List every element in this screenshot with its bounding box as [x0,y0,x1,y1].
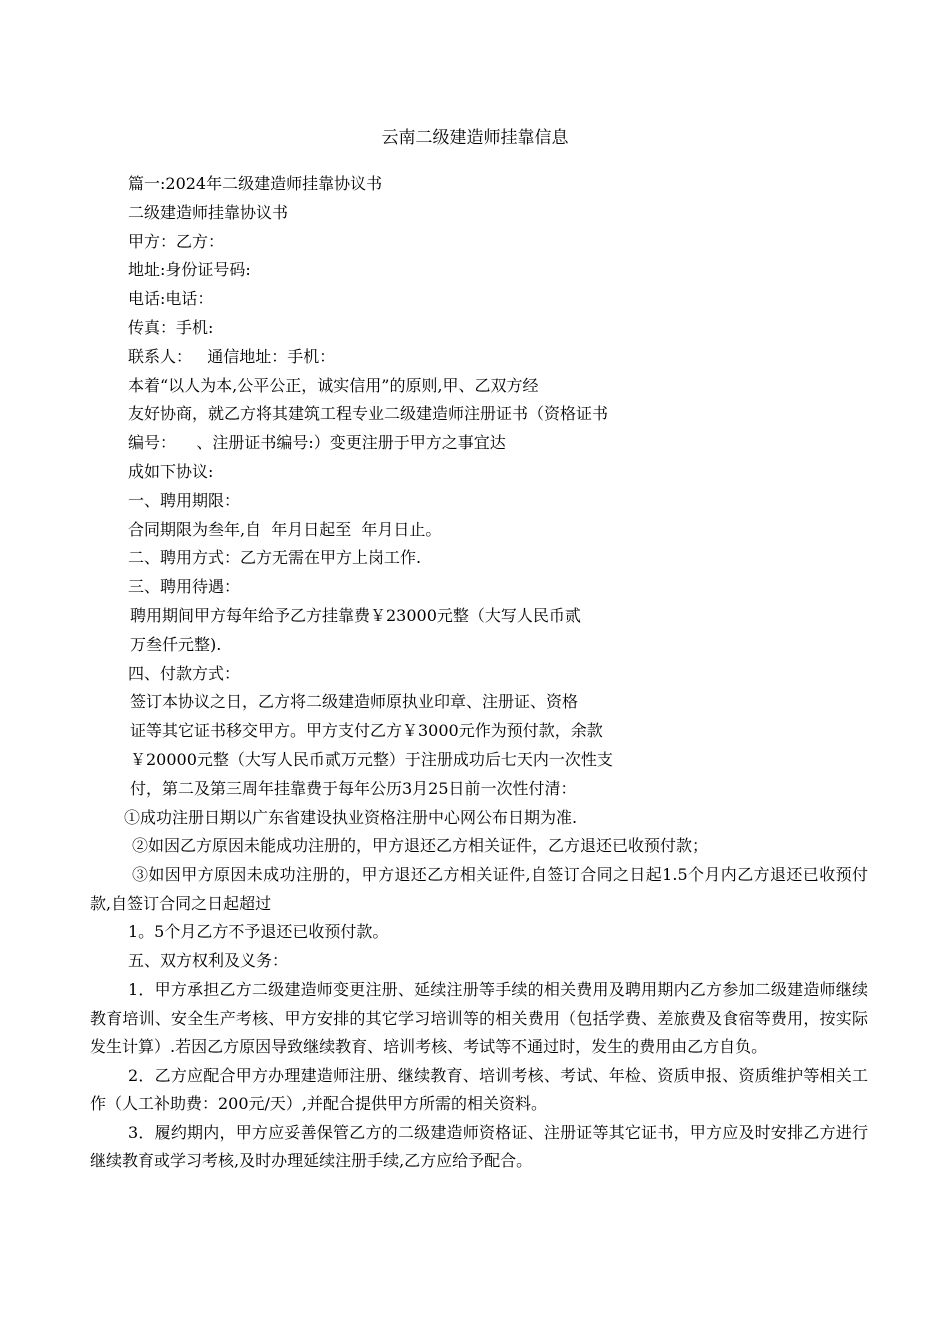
text-line: 签订本协议之日，乙方将二级建造师原执业印章、注册证、资格 [130,692,579,712]
clause-paragraph: 2．乙方应配合甲方办理建造师注册、继续教育、培训考核、考试、年检、资质申报、资质维护等相关工作（人工补助费：200元/天）,并配合提供甲方所需的相关资料。 [90,1065,868,1114]
text-line: 证等其它证书移交甲方。甲方支付乙方￥3000元作为预付款，余款 [130,721,603,741]
section-heading: 二、聘用方式：乙方无需在甲方上岗工作. [128,548,422,568]
text-line: 篇一:2024年二级建造师挂靠协议书 [128,174,383,193]
section-heading: 四、付款方式： [128,663,241,683]
text-line: 聘用期间甲方每年给予乙方挂靠费￥23000元整（大写人民币贰 [130,605,581,625]
text-line: 本着“以人为本,公平公正，诚实信用”的原则,甲、乙双方经 [128,375,539,395]
text-line: 甲方：乙方： [128,231,225,251]
text-line: 合同期限为叁年,自 年月日起至 年月日止。 [128,519,442,539]
note-item: ①成功注册日期以广东省建设执业资格注册中心网公布日期为准. [124,807,578,827]
text-line: 电话:电话： [128,289,214,309]
text-line: 友好协商，就乙方将其建筑工程专业二级建造师注册证书（资格证书 [128,404,609,424]
text-line: 编号： 、注册证书编号:）变更注册于甲方之事宜达 [128,433,506,453]
text-line: 联系人： 通信地址：手机： [128,346,336,366]
clause-paragraph: 3．履约期内，甲方应妥善保管乙方的二级建造师资格证、注册证等其它证书，甲方应及时安排乙方进行继续教育或学习考核,及时办理延续注册手续,乙方应给予配合。 [90,1122,868,1171]
clause-paragraph: 1．甲方承担乙方二级建造师变更注册、延续注册等手续的相关费用及聘用期内乙方参加二级建造师继续教育培训、安全生产考核、甲方安排的其它学习培训等的相关费用（包括学费、差旅费及食宿等费用，按实际发生计算）.若因乙方原因导致继续教育、培训考核、考试等不通过时，发生的费用由乙方自负。 [90,979,868,1057]
text-line: 成如下协议: [128,461,214,481]
section-heading: 一、聘用期限： [128,490,241,510]
text-line: 万叁仟元整). [130,634,222,654]
note-paragraph: ③如因甲方原因未成功注册的，甲方退还乙方相关证件,自签订合同之日起1.5个月内乙方退还已收预付款,自签订合同之日起超过 [90,865,868,913]
text-line: ￥20000元整（大写人民币贰万元整）于注册成功后七天内一次性支 [130,749,613,769]
section-heading: 三、聘用待遇： [128,577,241,597]
document-title: 云南二级建造师挂靠信息 [381,128,569,148]
text-line: 付，第二及第三周年挂靠费于每年公历3月25日前一次性付清： [130,778,577,798]
text-line: 二级建造师挂靠协议书 [128,202,289,222]
note-item: ②如因乙方原因未能成功注册的，甲方退还乙方相关证件，乙方退还已收预付款； [132,836,709,856]
document-body [90,170,868,1176]
text-line: 传真：手机: [128,317,214,337]
text-line: 1。5个月乙方不予退还已收预付款。 [128,922,389,942]
text-line: 地址:身份证号码: [128,260,251,280]
section-heading: 五、双方权利及义务： [128,951,289,971]
